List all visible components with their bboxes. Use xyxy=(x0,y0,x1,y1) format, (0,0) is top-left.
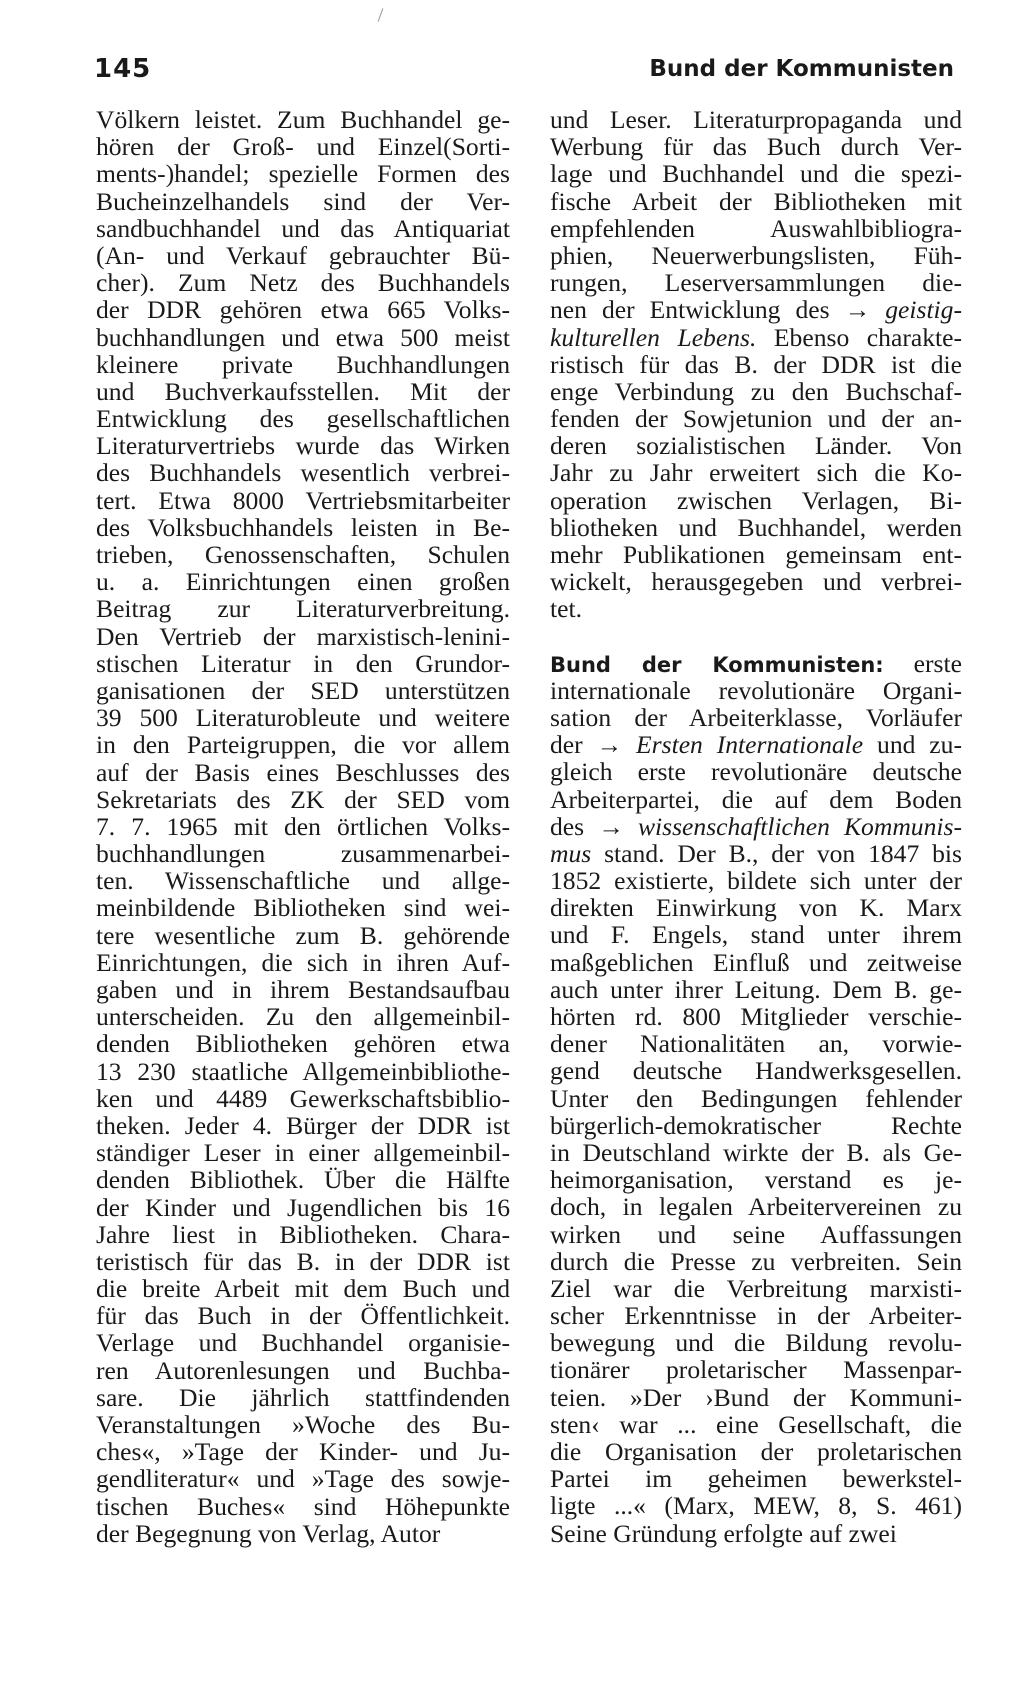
text-line: mus stand. Der B., der von 1847 bis xyxy=(550,838,962,868)
text-line: tert. Etwa 8000 Vertriebsmitarbeiter xyxy=(96,485,510,515)
text-line: gend deutsche Handwerksgesellen. xyxy=(550,1056,962,1086)
text-line: ganisationen der SED unterstützen xyxy=(96,675,510,705)
text-line: für das Buch in der Öffentlichkeit. xyxy=(96,1301,510,1331)
right-column xyxy=(550,106,962,1547)
entry-body xyxy=(550,677,962,1547)
text-line: Beitrag zur Literaturverbreitung. xyxy=(96,594,510,624)
text-line: Jahr zu Jahr erweitert sich die Ko- xyxy=(550,458,962,488)
text-line: des → wissenschaftlichen Kommunis- xyxy=(550,811,962,841)
text-line: Veranstaltungen »Woche des Bu- xyxy=(96,1410,510,1439)
text-line: Seine Gründung erfolgte auf zwei xyxy=(550,1518,897,1548)
text-line: gendliteratur« und »Tage des sowje- xyxy=(96,1464,510,1494)
left-column xyxy=(96,106,510,1547)
text-line: teien. »Der ›Bund der Kommuni- xyxy=(550,1382,962,1412)
text-line: wirken und seine Auffassungen xyxy=(550,1219,962,1249)
entry-first-line xyxy=(550,650,962,677)
scan-mark xyxy=(378,8,384,21)
text-line: rungen, Leserversammlungen die- xyxy=(550,268,962,298)
text-line: ches«, »Tage der Kinder- und Ju- xyxy=(96,1437,510,1467)
text-line: hörten rd. 800 Mitglieder verschie- xyxy=(550,1002,962,1031)
text-line: sten‹ war ... eine Gesellschaft, die xyxy=(550,1409,962,1439)
text-line: ständiger Leser in einer allgemeinbil- xyxy=(96,1138,510,1168)
entry-headword: Bund der Kommunisten: xyxy=(550,652,884,677)
text-line: die breite Arbeit mit dem Buch und xyxy=(96,1274,510,1304)
text-line: denden Bibliotheken gehören etwa xyxy=(96,1029,510,1059)
text-line: der Kinder und Jugendlichen bis 16 xyxy=(96,1192,510,1222)
text-line: maßgeblichen Einfluß und zeitweise xyxy=(550,947,962,977)
text-line: der Begegnung von Verlag, Autor xyxy=(96,1518,441,1548)
text-line: direkten Einwirkung von K. Marx xyxy=(550,893,962,923)
text-line: unterscheiden. Zu den allgemeinbil- xyxy=(96,1002,510,1032)
text-line: Werbung für das Buch durch Ver- xyxy=(550,132,962,162)
text-line: kleinere private Buchhandlungen xyxy=(96,349,510,379)
text-line: fische Arbeit der Bibliotheken mit xyxy=(550,186,962,216)
text-line: denden Bibliothek. Über die Hälfte xyxy=(96,1165,510,1195)
text-line: cher). Zum Netz des Buchhandels xyxy=(96,268,510,298)
text-line: stischen Literatur in den Grundor- xyxy=(96,648,510,678)
text-line: buchhandlungen zusammenarbei- xyxy=(96,839,510,869)
text-line: Ziel war die Verbreitung marxisti- xyxy=(550,1273,962,1303)
text-line: u. a. Einrichtungen einen großen xyxy=(96,567,510,597)
text-line: ken und 4489 Gewerkschaftsbiblio- xyxy=(96,1083,510,1113)
text-line: auf der Basis eines Beschlusses des xyxy=(96,757,510,787)
text-line: scher Erkenntnisse in der Arbeiter- xyxy=(550,1301,962,1331)
text-line: heimorganisation, verstand es je- xyxy=(550,1165,962,1195)
text-line: bewegung und die Bildung revolu- xyxy=(550,1328,962,1358)
text-line: des Volksbuchhandels leisten in Be- xyxy=(96,512,510,542)
entry-continuation xyxy=(550,106,962,623)
text-line: ristisch für das B. der DDR ist die xyxy=(550,349,962,379)
text-line: ten. Wissenschaftliche und allge- xyxy=(96,866,510,896)
entry-gap xyxy=(550,623,962,650)
text-line: doch, in legalen Arbeitervereinen zu xyxy=(550,1192,962,1222)
text-line: der DDR gehören etwa 665 Volks- xyxy=(96,295,510,325)
text-line: 1852 existierte, bildete sich unter der xyxy=(550,866,962,896)
text-line: kulturellen Lebens. Ebenso charakte- xyxy=(550,322,962,352)
text-line: tet. xyxy=(550,594,582,624)
text-line: Entwicklung des gesellschaftlichen xyxy=(96,404,510,434)
text-line: enge Verbindung zu den Buchschaf- xyxy=(550,376,962,406)
running-title: Bund der Kommunisten xyxy=(649,56,954,82)
entry-first-line-text: erste xyxy=(913,648,962,678)
text-line: phien, Neuerwerbungslisten, Füh- xyxy=(550,240,962,270)
text-line: tere wesentliche zum B. gehörende xyxy=(96,920,510,950)
text-line: theken. Jeder 4. Bürger der DDR ist xyxy=(96,1110,510,1140)
text-line: gaben und in ihrem Bestandsaufbau xyxy=(96,975,510,1004)
text-line: buchhandlungen und etwa 500 meist xyxy=(96,322,510,352)
text-line: internationale revolutionäre Organi- xyxy=(550,675,962,705)
text-line: 13 230 staatliche Allgemeinbibliothe- xyxy=(96,1056,510,1086)
text-line: Partei im geheimen bewerkstel- xyxy=(550,1464,962,1494)
text-line: 39 500 Literaturobleute und weitere xyxy=(96,703,510,733)
page-number: 145 xyxy=(94,54,152,84)
text-line: operation zwischen Verlagen, Bi- xyxy=(550,485,962,515)
text-line: Völkern leistet. Zum Buchhandel ge- xyxy=(96,105,510,134)
text-line: gleich erste revolutionäre deutsche xyxy=(550,757,962,787)
text-line: ligte ...« (Marx, MEW, 8, S. 461) xyxy=(550,1491,962,1521)
text-line: sandbuchhandel und das Antiquariat xyxy=(96,213,510,243)
text-line: und Buchverkaufsstellen. Mit der xyxy=(96,376,510,406)
text-line: dener Nationalitäten an, vorwie- xyxy=(550,1029,962,1059)
text-line: deren sozialistischen Länder. Von xyxy=(550,431,962,461)
text-line: mehr Publikationen gemeinsam ent- xyxy=(550,540,962,569)
text-line: tionärer proletarischer Massenpar- xyxy=(550,1355,962,1385)
text-line: tischen Buches« sind Höhepunkte xyxy=(96,1491,510,1521)
text-line: 7. 7. 1965 mit den örtlichen Volks- xyxy=(96,811,510,841)
text-line: hören der Groß- und Einzel(Sorti- xyxy=(96,132,510,162)
entry-bund-der-kommunisten xyxy=(550,650,962,1547)
text-line: empfehlenden Auswahlbibliogra- xyxy=(550,213,962,243)
text-line: in Deutschland wirkte der B. als Ge- xyxy=(550,1137,962,1167)
text-line: nen der Entwicklung des → geistig- xyxy=(550,295,962,325)
text-line: Unter den Bedingungen fehlender xyxy=(550,1083,962,1113)
text-line: meinbildende Bibliotheken sind wei- xyxy=(96,893,510,923)
text-line: Den Vertrieb der marxistisch-lenini- xyxy=(96,621,510,651)
text-line: Jahre liest in Bibliotheken. Chara- xyxy=(96,1219,510,1249)
page-header xyxy=(94,54,954,94)
text-line: sare. Die jährlich stattfindenden xyxy=(96,1382,510,1412)
text-line: die Organisation der proletarischen xyxy=(550,1437,962,1466)
text-line: in den Parteigruppen, die vor allem xyxy=(96,730,510,760)
text-line: Arbeiterpartei, die auf dem Boden xyxy=(550,784,962,814)
text-line: Literaturvertriebs wurde das Wirken xyxy=(96,431,510,461)
text-line: bürgerlich-demokratischer Rechte xyxy=(550,1110,962,1140)
text-line: Sekretariats des ZK der SED vom xyxy=(96,784,510,814)
text-line: sation der Arbeiterklasse, Vorläufer xyxy=(550,702,962,732)
text-line: lage und Buchhandel und die spezi- xyxy=(550,159,962,189)
text-line: ments-)handel; spezielle Formen des xyxy=(96,159,510,189)
text-line: ren Autorenlesungen und Buchba- xyxy=(96,1355,510,1385)
text-line: der → Ersten Internationale und zu- xyxy=(550,730,962,760)
text-line: (An- und Verkauf gebrauchter Bü- xyxy=(96,240,510,270)
text-line: fenden der Sowjetunion und der an- xyxy=(550,404,962,434)
text-line: Einrichtungen, die sich in ihren Auf- xyxy=(96,947,510,977)
text-line: und Leser. Literaturpropaganda und xyxy=(550,105,962,134)
text-line: durch die Presse zu verbreiten. Sein xyxy=(550,1246,962,1276)
text-line: wickelt, herausgegeben und verbrei- xyxy=(550,567,962,597)
text-line: des Buchhandels wesentlich verbrei- xyxy=(96,458,510,488)
text-line: Bucheinzelhandels sind der Ver- xyxy=(96,186,510,216)
text-line: teristisch für das B. in der DDR ist xyxy=(96,1246,510,1276)
text-line: bliotheken und Buchhandel, werden xyxy=(550,512,962,542)
text-line: trieben, Genossenschaften, Schulen xyxy=(96,540,510,569)
text-line: auch unter ihrer Leitung. Dem B. ge- xyxy=(550,974,962,1004)
text-line: Verlage und Buchhandel organisie- xyxy=(96,1328,510,1358)
text-line: und F. Engels, stand unter ihrem xyxy=(550,920,962,950)
